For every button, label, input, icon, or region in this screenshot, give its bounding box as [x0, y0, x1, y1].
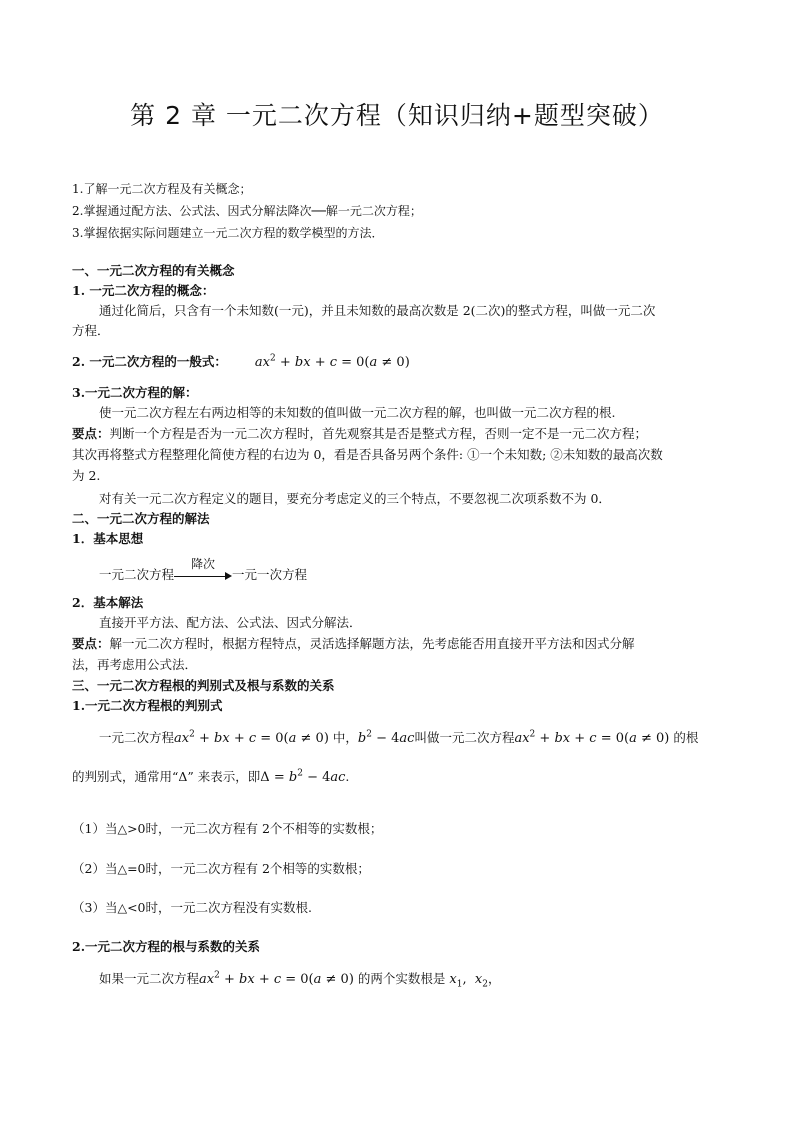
general-form-heading: 2. 一元二次方程的一般式：	[72, 354, 227, 369]
disc-equation-1: $ax^2$ + bx + c = 0(a ≠ 0)	[174, 729, 329, 746]
discriminant-row-2	[72, 768, 349, 787]
methods-key-row	[72, 635, 635, 653]
case-zero: （2）当△=0时，一元二次方程有 2个相等的实数根；	[72, 861, 370, 876]
section-2-heading: 二、一元二次方程的解法	[72, 511, 210, 526]
solution-text: 使一元二次方程左右两边相等的未知数的值叫做一元二次方程的解，也叫做一元二次方程的根.	[99, 405, 616, 420]
reduce-degree-arrow	[174, 556, 232, 585]
page-title: 第 2 章 一元二次方程（知识归纳+题型突破）	[130, 101, 664, 130]
disc-text-e: 的判别式，通常用“Δ” 来表示，即	[72, 769, 261, 784]
vieta-text-b: 的两个实数根是	[357, 971, 446, 986]
vieta-heading: 2.一元二次方程的根与系数的关系	[72, 939, 261, 954]
vieta-row	[99, 970, 500, 989]
discriminant-heading: 1.一元二次方程根的判别式	[72, 698, 223, 713]
solution-heading: 3.一元二次方程的解：	[72, 385, 198, 400]
key-point-text: 判断一个方程是否为一元二次方程时，首先观察其是否是整式方程，否则一定不是一元二次方程；	[109, 426, 648, 441]
objective-2: 2.掌握通过配方法、公式法、因式分解法降次──解一元二次方程；	[72, 204, 422, 218]
key-point-text-cont: 其次再将整式方程整理化简使方程的右边为 0，看是否具备另两个条件: ①一个未知数; ②未知数的最高次数	[72, 447, 663, 462]
delta-definition: $\Delta = b^2 - 4ac$	[260, 768, 346, 785]
disc-equation-2: $ax^2$ + bx + c = 0(a ≠ 0)	[514, 729, 670, 746]
disc-text-d: 的根	[673, 730, 699, 745]
vieta-text-c: ，	[487, 971, 501, 986]
basic-methods-text: 直接开平方法、配方法、公式法、因式分解法．	[99, 615, 362, 630]
objective-3: 3.掌握依据实际问题建立一元二次方程的数学模型的方法．	[72, 226, 384, 240]
case-positive: （1）当△>0时，一元二次方程有 2个不相等的实数根；	[72, 821, 383, 836]
key-point-row	[72, 425, 647, 443]
general-form-row	[72, 353, 410, 372]
arrow-head-icon	[225, 572, 232, 580]
methods-key-text-cont: 法，再考虑用公式法．	[72, 657, 198, 672]
idea-right: 一元一次方程	[232, 567, 308, 582]
section-3-heading: 三、一元二次方程根的判别式及根与系数的关系	[72, 678, 335, 693]
basic-idea-diagram	[99, 556, 308, 585]
discriminant-row	[99, 729, 698, 748]
methods-key-text: 解一元二次方程时，根据方程特点，灵活选择解题方法，先考虑能否用直接开平方法和因式分解	[109, 636, 635, 651]
disc-text-f: .	[345, 769, 350, 784]
disc-text-c: 叫做一元二次方程	[414, 730, 515, 745]
key-point-text-end: 为 2.	[72, 468, 101, 483]
definition-note: 对有关一元二次方程定义的题目，要充分考虑定义的三个特点，不要忽视二次项系数不为 0．	[99, 491, 611, 506]
objective-1: 1.了解一元二次方程及有关概念；	[72, 182, 252, 196]
concept-text-cont: 方程．	[72, 323, 110, 338]
key-point-label: 要点：	[72, 426, 110, 441]
idea-left: 一元二次方程	[99, 567, 175, 582]
general-form-formula: $ax^2$ + bx + c = 0(a ≠ 0)	[254, 353, 410, 370]
case-negative: （3）当△<0时，一元二次方程没有实数根.	[72, 900, 312, 915]
basic-methods-heading: 2．基本解法	[72, 595, 144, 610]
basic-idea-heading: 1．基本思想	[72, 531, 144, 546]
vieta-text-a: 如果一元二次方程	[99, 971, 200, 986]
concept-heading: 1. 一元二次方程的概念：	[72, 283, 215, 298]
disc-text-a: 一元二次方程	[99, 730, 175, 745]
methods-key-label: 要点：	[72, 636, 110, 651]
vieta-roots: $x_1$, $x_2$	[449, 972, 488, 990]
disc-text-b: 中，	[332, 730, 358, 745]
concept-text: 通过化简后，只含有一个未知数(一元)，并且未知数的最高次数是 2(二次)的整式方程，叫做一元二次	[99, 303, 656, 318]
vieta-equation: $ax^2$ + bx + c = 0(a ≠ 0)	[199, 970, 354, 987]
section-1-heading: 一、一元二次方程的有关概念	[72, 263, 235, 278]
arrow-label: 降次	[191, 556, 216, 571]
discriminant-expression: $b^2 - 4ac$	[357, 729, 415, 746]
arrow-line	[174, 576, 228, 577]
